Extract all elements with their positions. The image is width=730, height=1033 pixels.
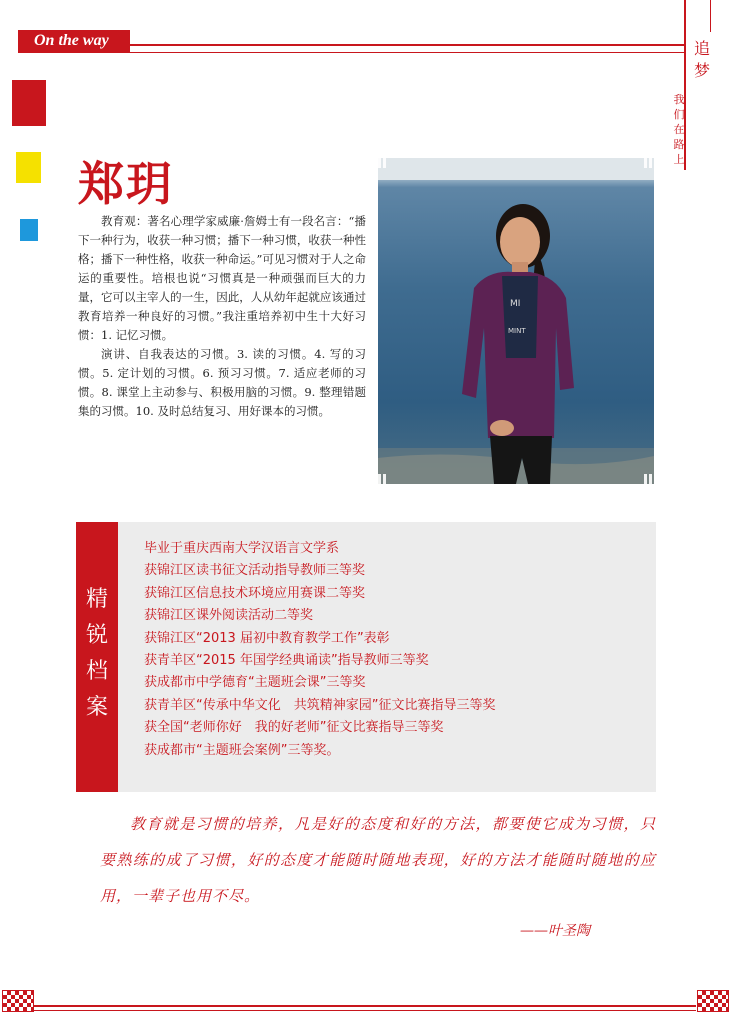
list-item: 获锦江区信息技术环境应用赛课二等奖: [144, 585, 366, 601]
blue-block: [20, 219, 38, 241]
svg-text:MI: MI: [510, 299, 521, 309]
list-item: 获成都市“主题班会案例”三等奖。: [144, 742, 340, 758]
archive-list: [144, 538, 644, 762]
side-subtitle: 我们在路上: [673, 93, 685, 166]
svg-text:MINT: MINT: [508, 327, 526, 335]
quote-author: ——叶圣陶: [520, 923, 590, 939]
quote-text: 教育就是习惯的培养，凡是好的态度和好的方法，都要使它成为习惯，只要熟练的成了习惯，好的态度才能随时随地表现，好的方法才能随时随地的应用，一辈子也用不尽。: [100, 815, 656, 905]
list-item: 获青羊区“传承中华文化 共筑精神家园”征文比赛指导三等奖: [144, 697, 496, 713]
photo-corner-decoration: [378, 474, 388, 484]
footer-rule: [34, 1005, 696, 1007]
portrait-image: [378, 158, 654, 484]
section-tag: On the way: [18, 30, 130, 52]
list-item: 获锦江区“2013 届初中教育教学工作”表彰: [144, 630, 390, 646]
photo-corner-decoration: [644, 474, 654, 484]
list-item: 获全国“老师你好 我的好老师”征文比赛指导三等奖: [144, 720, 444, 736]
teacher-photo: [378, 158, 654, 484]
header-rule-top: [130, 44, 684, 46]
yellow-block: [16, 152, 41, 183]
side-title: 追梦: [693, 39, 710, 80]
footer-pattern-right: [697, 990, 729, 1012]
photo-corner-decoration: [378, 158, 388, 168]
footer-rule-thin: [34, 1010, 696, 1011]
photo-corner-decoration: [644, 158, 654, 168]
red-block: [12, 80, 46, 126]
bio-paragraph: 演讲、自我表达的习惯。3. 读的习惯。4. 写的习惯。5. 定计划的习惯。6. 预习习惯。7. 适应老师的习惯。8. 课堂上主动参与、积极用脑的习惯。9. 整理错题集的习惯。10. 及时总结复习、用好课本的习惯。: [78, 347, 366, 418]
footer-pattern-left: [2, 990, 34, 1012]
list-item: 获锦江区读书征文活动指导教师三等奖: [144, 563, 366, 579]
list-item: 获青羊区“2015 年国学经典诵读”指导教师三等奖: [144, 653, 429, 669]
teacher-name: 郑玥: [78, 157, 174, 211]
archive-label: 精锐档案: [85, 587, 108, 720]
list-item: 毕业于重庆西南大学汉语言文学系: [144, 541, 340, 556]
list-item: 获成都市中学德育“主题班会课”三等奖: [144, 675, 366, 691]
header-rule-vertical-right: [710, 0, 711, 32]
bio-text: [78, 212, 366, 421]
list-item: 获锦江区课外阅读活动二等奖: [144, 608, 314, 624]
header-rule-bottom: [18, 52, 684, 53]
bio-paragraph: 教育观：著名心理学家威廉·詹姆士有一段名言：“播下一种行为，收获一种习惯；播下一种习惯，收获一种性格；播下一种性格，收获一种命运。”可见习惯对于人之命运的重要性。培根也说“习惯真是一种顽强而巨大的力量，它可以主宰人的一生，因此，人从幼年起就应该通过教育培养一种良好的习惯。”我注重培养初中生十大好习惯：1. 记忆习惯。: [78, 214, 366, 342]
